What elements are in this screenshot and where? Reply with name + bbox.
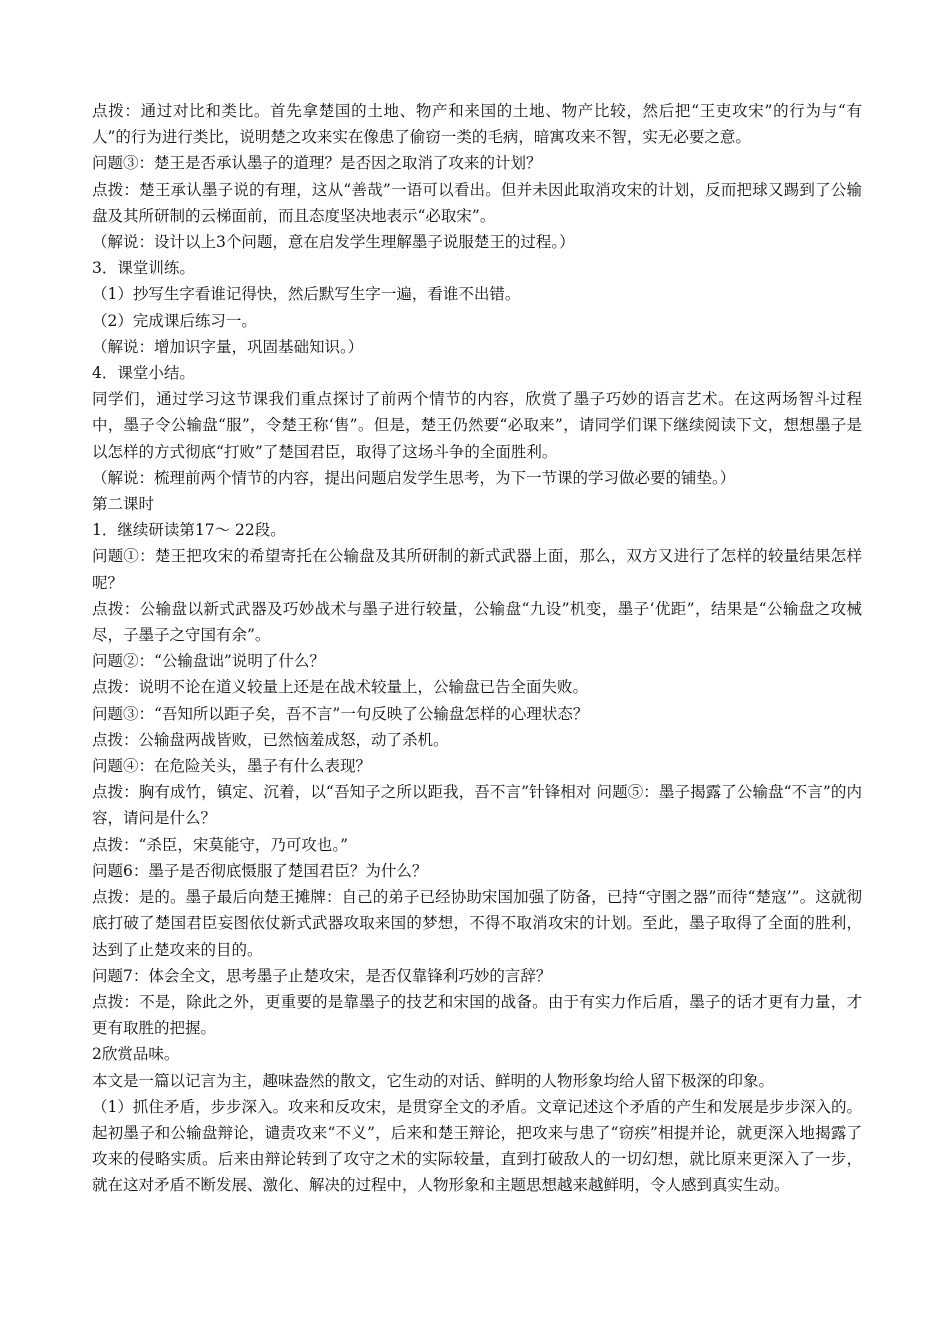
paragraph: 问题④：在危险关头，墨子有什么表现？ <box>92 757 372 776</box>
section-heading: 第二课时 <box>92 495 155 514</box>
paragraph: 点拨：不是，除此之外，更重要的是靠墨子的技艺和宋国的战备。由于有实力作后盾，墨子的话才更有力量，才更有取胜的把握。 <box>92 992 862 1038</box>
paragraph: 2欣赏品味。 <box>92 1045 180 1064</box>
paragraph: 1．继续研读第17～ 22段。 <box>92 521 286 540</box>
paragraph: 同学们，通过学习这节课我们重点探讨了前两个情节的内容，欣赏了墨子巧妙的语言艺术。在这两场智斗过程中，墨子令公输盘“服”，令楚王称‘售”。但是，楚王仍然要“必取来”，请同学们课下继续阅读下文，想想墨子是以怎样的方式彻底“打败”了楚国君臣，取得了这场斗争的全面胜利。 <box>92 390 862 461</box>
paragraph: （解说：梳理前两个情节的内容，提出问题启发学生思考，为下一节课的学习做必要的铺垫。） <box>92 468 736 487</box>
paragraph: 3．课堂训练。 <box>92 259 195 278</box>
paragraph: 问题②：“公输盘诎”说明了什么？ <box>92 652 325 671</box>
paragraph: 点拨：通过对比和类比。首先拿楚国的土地、物产和来国的土地、物产比较，然后把“王吏攻宋”的行为与“有人”的行为进行类比，说明楚之攻来实在像患了偷窃一类的毛病，暗寓攻来不智，实无必要之意。 <box>92 102 862 147</box>
paragraph: 点拨：公输盘以新式武器及巧妙战术与墨子进行较量，公输盘“九设”机变，墨子‘优距”，结果是“公输盘之攻械尽，子墨子之守国有余”。 <box>92 599 862 645</box>
paragraph: （1）抓住矛盾，步步深入。攻来和反攻宋，是贯穿全文的矛盾。文章记述这个矛盾的产生和发展是步步深入的。起初墨子和公输盘辩论，谴责攻来“不义”，后来和楚王辩论，把攻来与患了“窃疾”相提并论，就更深入地揭露了攻来的侵略实质。后来由辩论转到了攻守之术的实际较量，直到打破敌人的一切幻想，就比原来更深入了一步，就在这对矛盾不断发展、激化、解决的过程中，人物形象和主题思想越来越鲜明，令人感到真实生动。 <box>92 1097 862 1195</box>
paragraph: 点拨：“杀臣，宋莫能守，乃可攻也。” <box>92 835 349 854</box>
paragraph: （解说：设计以上3个问题，意在启发学生理解墨子说服楚王的过程。） <box>92 233 575 252</box>
paragraph: 点拨：公输盘两战皆败，已然恼羞成怒，动了杀机。 <box>92 730 449 749</box>
paragraph: 点拨：楚王承认墨子说的有理，这从“善哉”一语可以看出。但并未因此取消攻宋的计划，反而把球又踢到了公输盘及其所研制的云梯面前，而且态度坚决地表示“必取宋”。 <box>92 180 862 225</box>
paragraph: （解说：增加识字量，巩固基础知识。） <box>92 337 364 356</box>
paragraph: （1）抄写生字看谁记得快，然后默写生字一遍，看谁不出错。 <box>92 285 521 304</box>
paragraph: 点拨：胸有成竹，镇定、沉着，以“吾知子之所以距我，吾不言”针锋相对 问题⑤：墨子揭露了公输盘“不言”的内容，请问是什么？ <box>92 783 862 828</box>
paragraph: 点拨：是的。墨子最后向楚王摊牌：自己的弟子已经协助宋国加强了防备，已持“守圉之器”而待“楚寇’”。这就彻底打破了楚国君臣妄图依仗新式武器攻取来国的梦想，不得不取消攻宋的计划。至此，墨子取得了全面的胜利，达到了止楚攻来的目的。 <box>92 888 862 959</box>
paragraph: 点拨：说明不论在道义较量上还是在战术较量上，公输盘已告全面失败。 <box>92 678 589 697</box>
paragraph: 问题7：体会全文，思考墨子止楚攻宋，是否仅靠锋利巧妙的言辞？ <box>92 966 552 985</box>
paragraph: 4．课堂小结。 <box>92 364 195 383</box>
paragraph: 问题①：楚王把攻宋的希望寄托在公输盘及其所研制的新式武器上面，那么，双方又进行了怎样的较量结果怎样呢？ <box>92 547 862 592</box>
document-body <box>92 98 862 1199</box>
paragraph: 本文是一篇以记言为主，趣味盎然的散文，它生动的对话、鲜明的人物形象均给人留下极深的印象。 <box>92 1071 775 1090</box>
paragraph: 问题③：楚王是否承认墨子的道理？是否因之取消了攻来的计划？ <box>92 154 542 173</box>
paragraph: （2）完成课后练习一。 <box>92 311 257 330</box>
paragraph: 问题③：“吾知所以距子矣，吾不言”一句反映了公输盘怎样的心理状态？ <box>92 704 589 723</box>
paragraph: 问题6：墨子是否彻底慑服了楚国君臣？为什么？ <box>92 861 428 880</box>
